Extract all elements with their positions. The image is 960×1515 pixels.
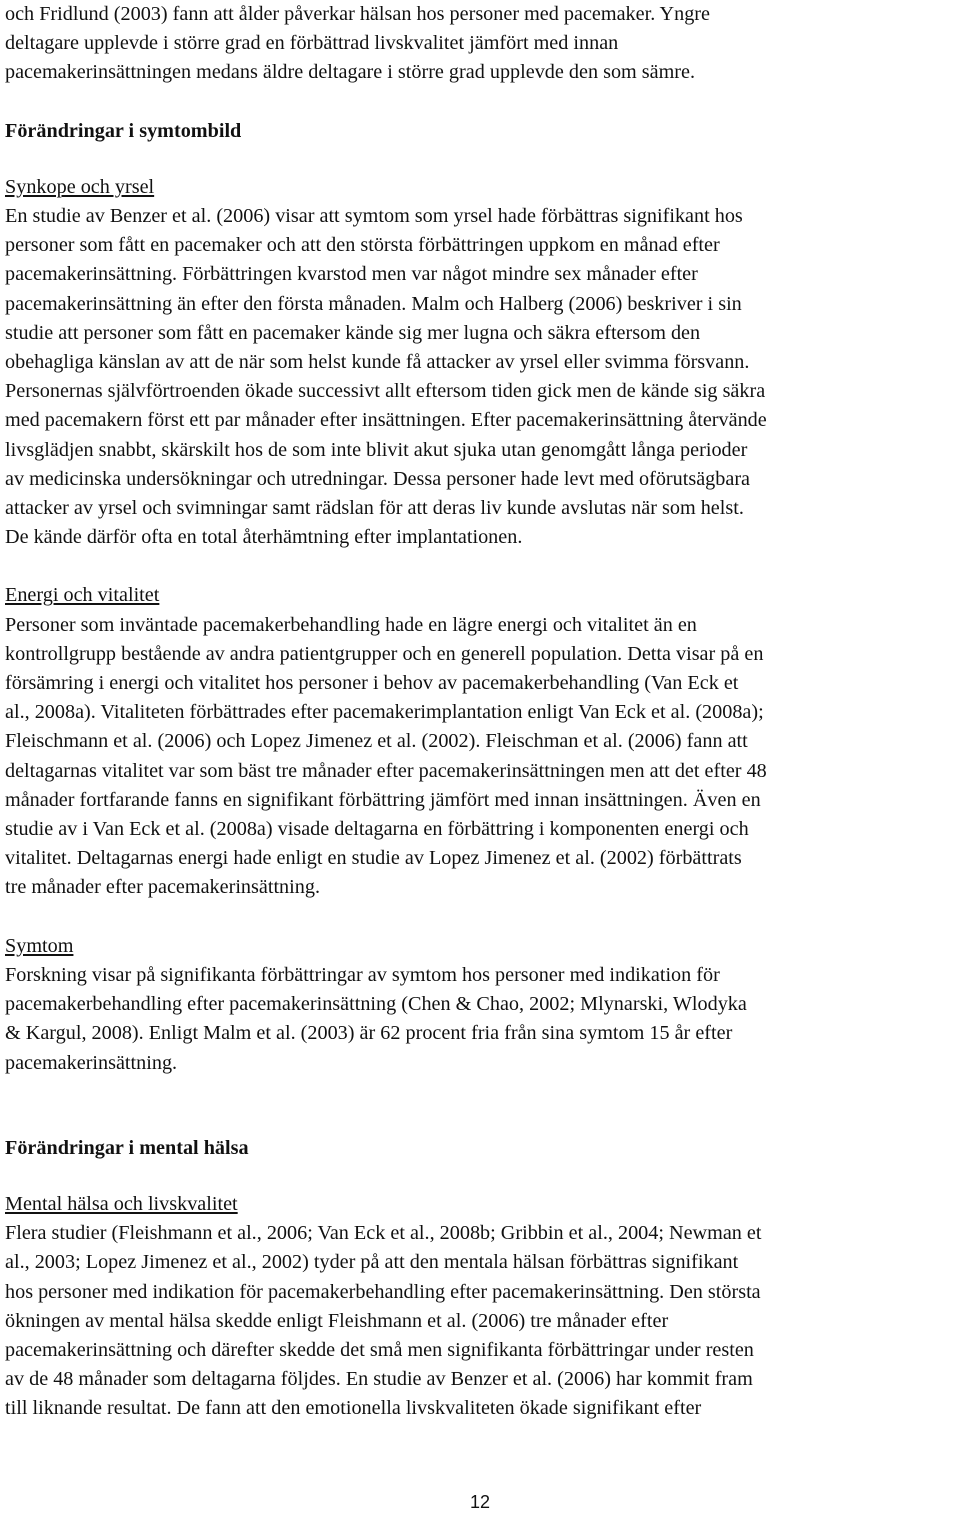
paragraph-line: Fleischmann et al. (2006) och Lopez Jimenez et al. (2002). Fleischman et al. (2006) fann att	[5, 730, 748, 753]
paragraph-line: Flera studier (Fleishmann et al., 2006; Van Eck et al., 2008b; Gribbin et al., 2004; Newman et	[5, 1222, 762, 1245]
page-number: 12	[469, 1492, 491, 1512]
section-heading-symptoms: Förändringar i symtombild	[5, 119, 242, 142]
paragraph-line: pacemakerinsättning än efter den första månaden. Malm och Halberg (2006) beskriver i sin	[5, 292, 742, 315]
paragraph-line: al., 2008a). Vitaliteten förbättrades efter pacemakerimplantation enligt Van Eck et al. (2008a);	[5, 701, 764, 724]
paragraph-line: personer som fått en pacemaker och att den största förbättringen uppkom en månad efter	[5, 234, 720, 257]
paragraph-line: med pacemakern först ett par månader efter insättningen. Efter pacemakerinsättning återvände	[5, 409, 767, 432]
paragraph-line: obehagliga känslan av att de när som helst kunde få attacker av yrsel eller svimma försvann.	[5, 351, 750, 374]
paragraph-line: försämring i energi och vitalitet hos personer i behov av pacemakerbehandling (Van Eck et	[5, 672, 739, 695]
paragraph-line: studie att personer som fått en pacemaker kände sig mer lugna och säkra eftersom den	[5, 321, 701, 344]
paragraph-energy	[5, 611, 957, 903]
paragraph-line: attacker av yrsel och svimningar samt rädslan för att deras liv kunde avslutas när som helst.	[5, 497, 744, 520]
paragraph-line: Personernas självförtroenden ökade successivt allt eftersom tiden gick men de kände sig säkra	[5, 380, 766, 403]
paragraph-line: kontrollgrupp bestående av andra patientgrupper och en generell population. Detta visar på en	[5, 642, 764, 665]
paragraph-line: ökningen av mental hälsa skedde enligt Fleishmann et al. (2006) tre månader efter	[5, 1309, 669, 1332]
paragraph-line: deltagarnas vitalitet var som bäst tre månader efter pacemakerinsättningen men att det efter 48	[5, 759, 767, 782]
paragraph-line: & Kargul, 2008). Enligt Malm et al. (2003) är 62 procent fria från sina symtom 15 år efter	[5, 1022, 733, 1045]
paragraph-line: hos personer med indikation för pacemakerbehandling efter pacemakerinsättning. Den största	[5, 1280, 761, 1303]
document-page	[5, 0, 957, 1424]
paragraph-line: och Fridlund (2003) fann att ålder påverkar hälsan hos personer med pacemaker. Yngre	[5, 3, 710, 25]
paragraph-line: av medicinska undersökningar och utredningar. Dessa personer hade levt med oförutsägbara	[5, 467, 751, 490]
subheading-mental-health-quality: Mental hälsa och livskvalitet	[5, 1192, 238, 1215]
paragraph-symptom	[5, 961, 957, 1078]
subheading-syncope: Synkope och yrsel	[5, 175, 155, 198]
paragraph-line: månader fortfarande fanns en signifikant förbättring jämfört med innan insättningen. Även en	[5, 788, 761, 811]
paragraph-line: livsglädjen snabbt, skärskilt hos de som inte blivit akut sjuka utan genomgått långa perioder	[5, 438, 748, 461]
paragraph-line: vitalitet. Deltagarnas energi hade enligt en studie av Lopez Jimenez et al. (2002) förbättrats	[5, 847, 742, 870]
paragraph-line: till liknande resultat. De fann att den emotionella livskvaliteten ökade signifikant efter	[5, 1397, 702, 1420]
paragraph-line: av de 48 månader som deltagarna följdes. En studie av Benzer et al. (2006) har kommit fram	[5, 1368, 753, 1391]
paragraph-line: deltagare upplevde i större grad en förbättrad livskvalitet jämfört med innan	[5, 32, 619, 55]
paragraph-line: studie av i Van Eck et al. (2008a) visade deltagarna en förbättring i komponenten energi och	[5, 818, 749, 841]
paragraph-line: al., 2003; Lopez Jimenez et al., 2002) tyder på att den mentala hälsan förbättras signifikant	[5, 1251, 739, 1274]
paragraph-line: Personer som inväntade pacemakerbehandling hade en lägre energi och vitalitet än en	[5, 613, 697, 636]
paragraph-line: En studie av Benzer et al. (2006) visar att symtom som yrsel hade förbättras signifikant hos	[5, 205, 743, 228]
intro-paragraph	[5, 0, 957, 88]
paragraph-line: pacemakerbehandling efter pacemakerinsättning (Chen & Chao, 2002; Mlynarski, Wlodyka	[5, 993, 747, 1016]
paragraph-line: tre månader efter pacemakerinsättning.	[5, 876, 320, 899]
paragraph-line: pacemakerinsättning.	[5, 1051, 178, 1074]
paragraph-line: pacemakerinsättning och därefter skedde det små men signifikanta förbättringar under resten	[5, 1338, 754, 1361]
paragraph-line: Forskning visar på signifikanta förbättringar av symtom hos personer med indikation för	[5, 963, 720, 986]
section-heading-mental-health: Förändringar i mental hälsa	[5, 1136, 249, 1159]
subheading-symptom: Symtom	[5, 934, 74, 957]
paragraph-syncope	[5, 202, 957, 552]
paragraph-mental-health	[5, 1219, 957, 1423]
subheading-energy: Energi och vitalitet	[5, 584, 160, 607]
paragraph-line: De kände därför ofta en total återhämtning efter implantationen.	[5, 526, 523, 549]
paragraph-line: pacemakerinsättning. Förbättringen kvarstod men var något mindre sex månader efter	[5, 263, 698, 286]
paragraph-line: pacemakerinsättningen medans äldre deltagare i större grad upplevde den som sämre.	[5, 61, 696, 84]
